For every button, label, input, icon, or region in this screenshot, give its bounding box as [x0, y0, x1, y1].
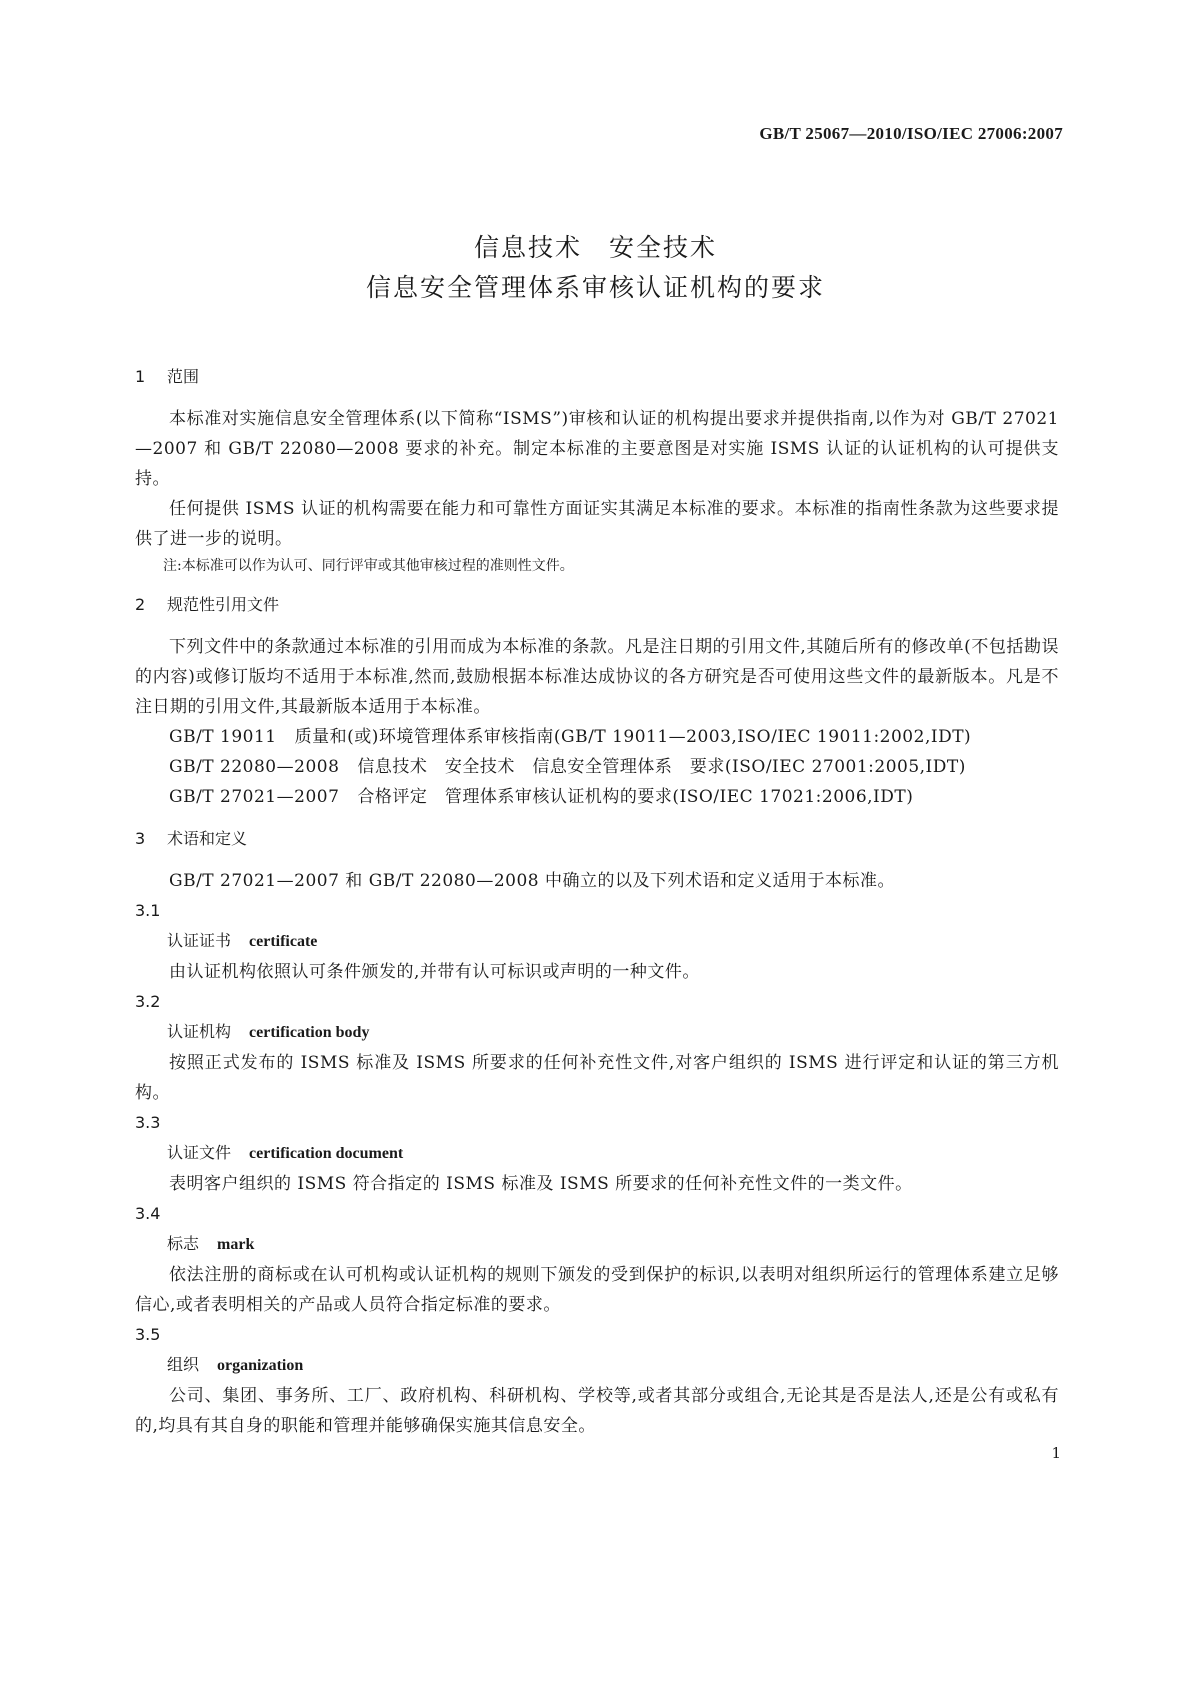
term-definition: 按照正式发布的 ISMS 标准及 ISMS 所要求的任何补充性文件,对客户组织的 ISMS 进行评定和认证的第三方机构。 [135, 1053, 1059, 1103]
term-entry [135, 987, 1059, 1108]
title-line-2: 信息安全管理体系审核认证机构的要求 [365, 273, 825, 302]
scope-paragraph-1: 本标准对实施信息安全管理体系(以下简称“ISMS”)审核和认证的机构提出要求并提供指南,以作为对 GB/T 27021—2007 和 GB/T 22080—2008 要求的补充。制定本标准的主要意图是对实施 ISMS 认证的认证机构的认可提供支持。 [135, 409, 1059, 489]
term-number: 3.3 [135, 1113, 161, 1132]
section-number: 3 [135, 829, 146, 848]
term-name [135, 1017, 1059, 1048]
scope-paragraph-2: 任何提供 ISMS 认证的机构需要在能力和可靠性方面证实其满足本标准的要求。本标准的指南性条款为这些要求提供了进一步的说明。 [135, 499, 1059, 549]
term-en: organization [217, 1357, 304, 1374]
reference-text: 质量和(或)环境管理体系审核指南(GB/T 19011—2003,ISO/IEC 19011:2002,IDT) [294, 727, 972, 747]
section-heading-normative [135, 592, 1059, 618]
term-name [135, 1138, 1059, 1169]
section-number: 1 [135, 367, 146, 386]
standard-code: GB/T 25067—2010/ISO/IEC 27006:2007 [759, 124, 1063, 143]
term-definition: 公司、集团、事务所、工厂、政府机构、科研机构、学校等,或者其部分或组合,无论其是否是法人,还是公有或私有的,均具有其自身的职能和管理并能够确保实施其信息安全。 [135, 1386, 1059, 1436]
section-title: 规范性引用文件 [167, 595, 280, 614]
reference-item [135, 752, 1059, 782]
normative-paragraph: 下列文件中的条款通过本标准的引用而成为本标准的条款。凡是注日期的引用文件,其随后所有的修改单(不包括勘误的内容)或修订版均不适用于本标准,然而,鼓励根据本标准达成协议的各方研究是否可使用这些文件的最新版本。凡是不注日期的引用文件,其最新版本适用于本标准。 [135, 637, 1059, 717]
term-definition: 表明客户组织的 ISMS 符合指定的 ISMS 标准及 ISMS 所要求的任何补充性文件的一类文件。 [169, 1174, 913, 1194]
term-en: certification body [249, 1024, 370, 1041]
term-entry [135, 1320, 1059, 1441]
term-definition: 依法注册的商标或在认可机构或认证机构的规则下颁发的受到保护的标识,以表明对组织所运行的管理体系建立足够信心,或者表明相关的产品或人员符合指定标准的要求。 [135, 1265, 1059, 1315]
document-title [0, 228, 1191, 308]
terms-intro: GB/T 27021—2007 和 GB/T 22080—2008 中确立的以及下列术语和定义适用于本标准。 [169, 871, 895, 891]
scope-note: 注:本标准可以作为认可、同行评审或其他审核过程的准则性文件。 [163, 558, 574, 574]
section-heading-terms [135, 826, 1059, 852]
term-zh: 认证文件 [167, 1143, 232, 1162]
term-en: mark [217, 1236, 255, 1253]
section-title: 范围 [167, 367, 200, 386]
term-number: 3.2 [135, 992, 161, 1011]
reference-text: 合格评定 管理体系审核认证机构的要求(ISO/IEC 17021:2006,IDT) [357, 787, 914, 807]
term-number: 3.5 [135, 1325, 161, 1344]
reference-item [135, 722, 1059, 752]
term-definition: 由认证机构依照认可条件颁发的,并带有认可标识或声明的一种文件。 [169, 962, 700, 982]
section-title: 术语和定义 [167, 829, 248, 848]
reference-code: GB/T 22080—2008 [169, 757, 340, 777]
document-body [135, 364, 1059, 1441]
section-heading-scope [135, 364, 1059, 390]
term-en: certification document [249, 1145, 404, 1162]
term-number: 3.4 [135, 1204, 161, 1223]
page-number: 1 [1051, 1444, 1061, 1462]
term-zh: 认证机构 [167, 1022, 232, 1041]
term-entry [135, 1199, 1059, 1320]
term-entry [135, 1108, 1059, 1199]
title-line-1: 信息技术 安全技术 [473, 233, 717, 262]
term-name [135, 1229, 1059, 1260]
section-number: 2 [135, 595, 146, 614]
reference-code: GB/T 19011 [169, 727, 277, 747]
reference-code: GB/T 27021—2007 [169, 787, 340, 807]
reference-item [135, 782, 1059, 812]
term-name [135, 926, 1059, 957]
term-name [135, 1350, 1059, 1381]
term-number: 3.1 [135, 901, 161, 920]
reference-text: 信息技术 安全技术 信息安全管理体系 要求(ISO/IEC 27001:2005,IDT) [357, 757, 966, 777]
term-zh: 组织 [167, 1355, 200, 1374]
term-zh: 标志 [167, 1234, 200, 1253]
term-zh: 认证证书 [167, 931, 232, 950]
term-entry [135, 896, 1059, 987]
term-en: certificate [249, 933, 318, 950]
